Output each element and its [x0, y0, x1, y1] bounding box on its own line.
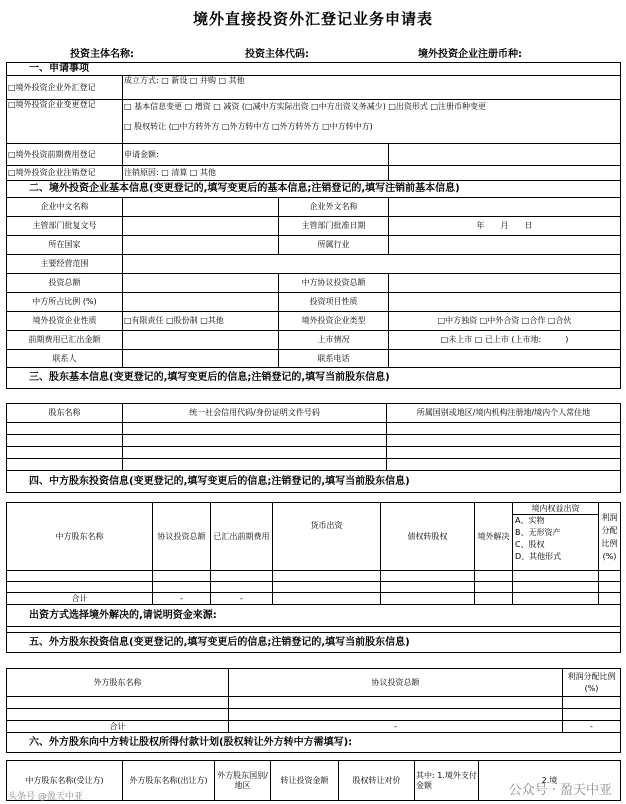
- approval-date-label: 主管部门批准日期: [279, 217, 389, 236]
- project-value[interactable]: [389, 293, 621, 312]
- cancel-checkbox[interactable]: □境外投资企业注销登记: [7, 166, 123, 181]
- sec6-amount-header: 转让投资金额: [271, 761, 339, 801]
- country-label: 所在国家: [7, 236, 123, 255]
- agreed-total-header: 协议投资总额: [153, 503, 211, 571]
- section-1-heading: 一、申请事项: [7, 63, 621, 76]
- cn-ratio-value[interactable]: [123, 293, 279, 312]
- sec4-total-label: 合计: [7, 593, 153, 605]
- table-row[interactable]: [7, 435, 123, 447]
- section-4-heading: 四、中方股东投资信息(变更登记的,填写变更后的信息;注销登记的,填写当前股东信息): [7, 471, 621, 493]
- project-label: 投资项目性质: [279, 293, 389, 312]
- listed-options[interactable]: □未上市 □ 已上市 (上市地: ): [389, 331, 621, 350]
- equity-header-items: A、实物 B、无形资产 C、股权 D、其他形式: [515, 516, 562, 561]
- cn-name-value[interactable]: [123, 198, 279, 217]
- scope-value[interactable]: [123, 255, 621, 274]
- sec6-overseas-paid-header: 其中: 1.境外支付金额: [415, 761, 479, 801]
- change-checkbox[interactable]: □境外投资企业变更登记: [7, 100, 123, 144]
- cancel-reason[interactable]: 注销原因: □ 清算 □ 其他: [123, 166, 389, 181]
- type-options[interactable]: □中方独资 □中外合资 □合作 □合伙: [389, 312, 621, 331]
- table-row[interactable]: [7, 423, 123, 435]
- change-options[interactable]: [123, 100, 621, 144]
- sec6-domestic-header: 2.境: [479, 761, 621, 801]
- cn-name-label: 企业中文名称: [7, 198, 123, 217]
- sec4-dash-2: -: [211, 593, 273, 605]
- cancel-reason-extra[interactable]: [389, 166, 621, 181]
- country-value[interactable]: [123, 236, 279, 255]
- section-6-heading: 六、外方股东向中方转让股权所得付款计划(股权转让外方转中方需填写):: [7, 733, 621, 753]
- currency-label: 境外投资企业注册币种:: [418, 49, 522, 60]
- section-5-table: [6, 668, 621, 753]
- apply-amount[interactable]: 申请金额:: [123, 144, 389, 166]
- prefee-checkbox[interactable]: □境外投资前期费用登记: [7, 144, 123, 166]
- sec4-dash-1: -: [153, 593, 211, 605]
- cn-total-value[interactable]: [389, 274, 621, 293]
- remitted-value[interactable]: [123, 331, 279, 350]
- table-row[interactable]: [7, 459, 123, 471]
- foreign-shareholder-header: 外方股东名称: [7, 669, 229, 697]
- watermark-left: 头条号 @盈天中亚: [8, 792, 83, 802]
- nature-label: 境外投资企业性质: [7, 312, 123, 331]
- equity-header: [513, 503, 599, 571]
- profit-header: 利润分配比例(%): [599, 503, 621, 571]
- equity-header-title: 境内权益出资: [513, 503, 598, 515]
- sec6-consideration-header: 股权转让对价: [339, 761, 415, 801]
- total-label: 投资总额: [7, 274, 123, 293]
- sec6-foreign-name-header: 外方股东名称(出让方): [123, 761, 215, 801]
- change-options-b: □ 股权转让 (□中方转外方 □外方转中方 □外方转外方 □中方转中方): [124, 122, 373, 131]
- approval-no-label: 主管部门批复文号: [7, 217, 123, 236]
- table-row[interactable]: [7, 697, 229, 709]
- cash-header: 货币出资: [273, 503, 381, 571]
- cn-shareholder-header: 中方股东名称: [7, 503, 153, 571]
- overseas-header: 境外解决: [475, 503, 513, 571]
- apply-amount-value[interactable]: [389, 144, 621, 166]
- foreign-profit-header: 利润分配比例(%): [563, 669, 621, 697]
- phone-label: 联系电话: [279, 350, 389, 368]
- phone-value[interactable]: [389, 350, 621, 368]
- register-checkbox[interactable]: □境外投资企业外汇登记: [7, 76, 123, 100]
- sec6-cn-name-header: 中方股东名称(受让方): [7, 761, 123, 801]
- investor-name-label: 投资主体名称:: [70, 49, 134, 60]
- listed-label: 上市情况: [279, 331, 389, 350]
- remitted-fee-header: 已汇出前期费用: [211, 503, 273, 571]
- sec5-dash-1: -: [229, 721, 563, 733]
- type-label: 境外投资企业类型: [279, 312, 389, 331]
- shareholder-name-header: 股东名称: [7, 404, 123, 423]
- approval-no-value[interactable]: [123, 217, 279, 236]
- cn-ratio-label: 中方所占比例 (%): [7, 293, 123, 312]
- total-value[interactable]: [123, 274, 279, 293]
- table-row[interactable]: [7, 447, 123, 459]
- sec6-region-header: 外方股东国别/地区: [215, 761, 271, 801]
- cn-total-label: 中方协议投资总额: [279, 274, 389, 293]
- region-header: 所属国别或地区/境内机构注册地/境内个人常住地: [387, 404, 621, 423]
- section-4-table: [6, 502, 621, 653]
- approval-date-value[interactable]: 年 月 日: [389, 217, 621, 236]
- sec5-total-label: 合计: [7, 721, 229, 733]
- table-row[interactable]: [7, 709, 229, 721]
- watermark: 公众号 · 盈天中亚: [508, 783, 612, 798]
- en-name-value[interactable]: [389, 198, 621, 217]
- foreign-agreed-header: 协议投资总额: [229, 669, 563, 697]
- section-3-table: [6, 403, 621, 493]
- credit-code-header: 统一社会信用代码/身份证明文件号码: [123, 404, 387, 423]
- section-5-heading: 五、外方股东投资信息(变更登记的,填写变更后的信息;注销登记的,填写当前股东信息): [7, 633, 621, 653]
- nature-options[interactable]: □有限责任 □股份制 □其他: [123, 312, 279, 331]
- table-row[interactable]: [7, 571, 153, 582]
- industry-label: 所属行业: [279, 236, 389, 255]
- funding-note[interactable]: 出资方式选择境外解决的,请说明资金来源:: [7, 605, 621, 627]
- contact-value[interactable]: [123, 350, 279, 368]
- debt-equity-header: 债权转股权: [381, 503, 475, 571]
- contact-label: 联系人: [7, 350, 123, 368]
- section-1-2-table: [6, 62, 621, 389]
- remitted-label: 前期费用已汇出金额: [7, 331, 123, 350]
- section-2-heading: 二、境外投资企业基本信息(变更登记的,填写变更后的基本信息;注销登记的,填写注销前基本信息): [7, 181, 621, 198]
- establish-method[interactable]: 成立方式: □ 新设 □ 并购 □ 其他: [123, 76, 621, 100]
- industry-value[interactable]: [389, 236, 621, 255]
- table-row[interactable]: [7, 582, 153, 593]
- en-name-label: 企业外文名称: [279, 198, 389, 217]
- investor-code-label: 投资主体代码:: [245, 49, 309, 60]
- form-title: 境外直接投资外汇登记业务申请表: [192, 10, 433, 28]
- scope-label: 主要经营范围: [7, 255, 123, 274]
- change-options-a: □ 基本信息变更 □ 增资 □ 减资 (□减中方实际出资 □中方出资义务减少) □出资形式 □注册币种变更: [124, 102, 487, 111]
- sec5-dash-2: -: [563, 721, 621, 733]
- section-3-heading: 三、股东基本信息(变更登记的,填写变更后的信息;注销登记的,填写当前股东信息): [7, 368, 621, 389]
